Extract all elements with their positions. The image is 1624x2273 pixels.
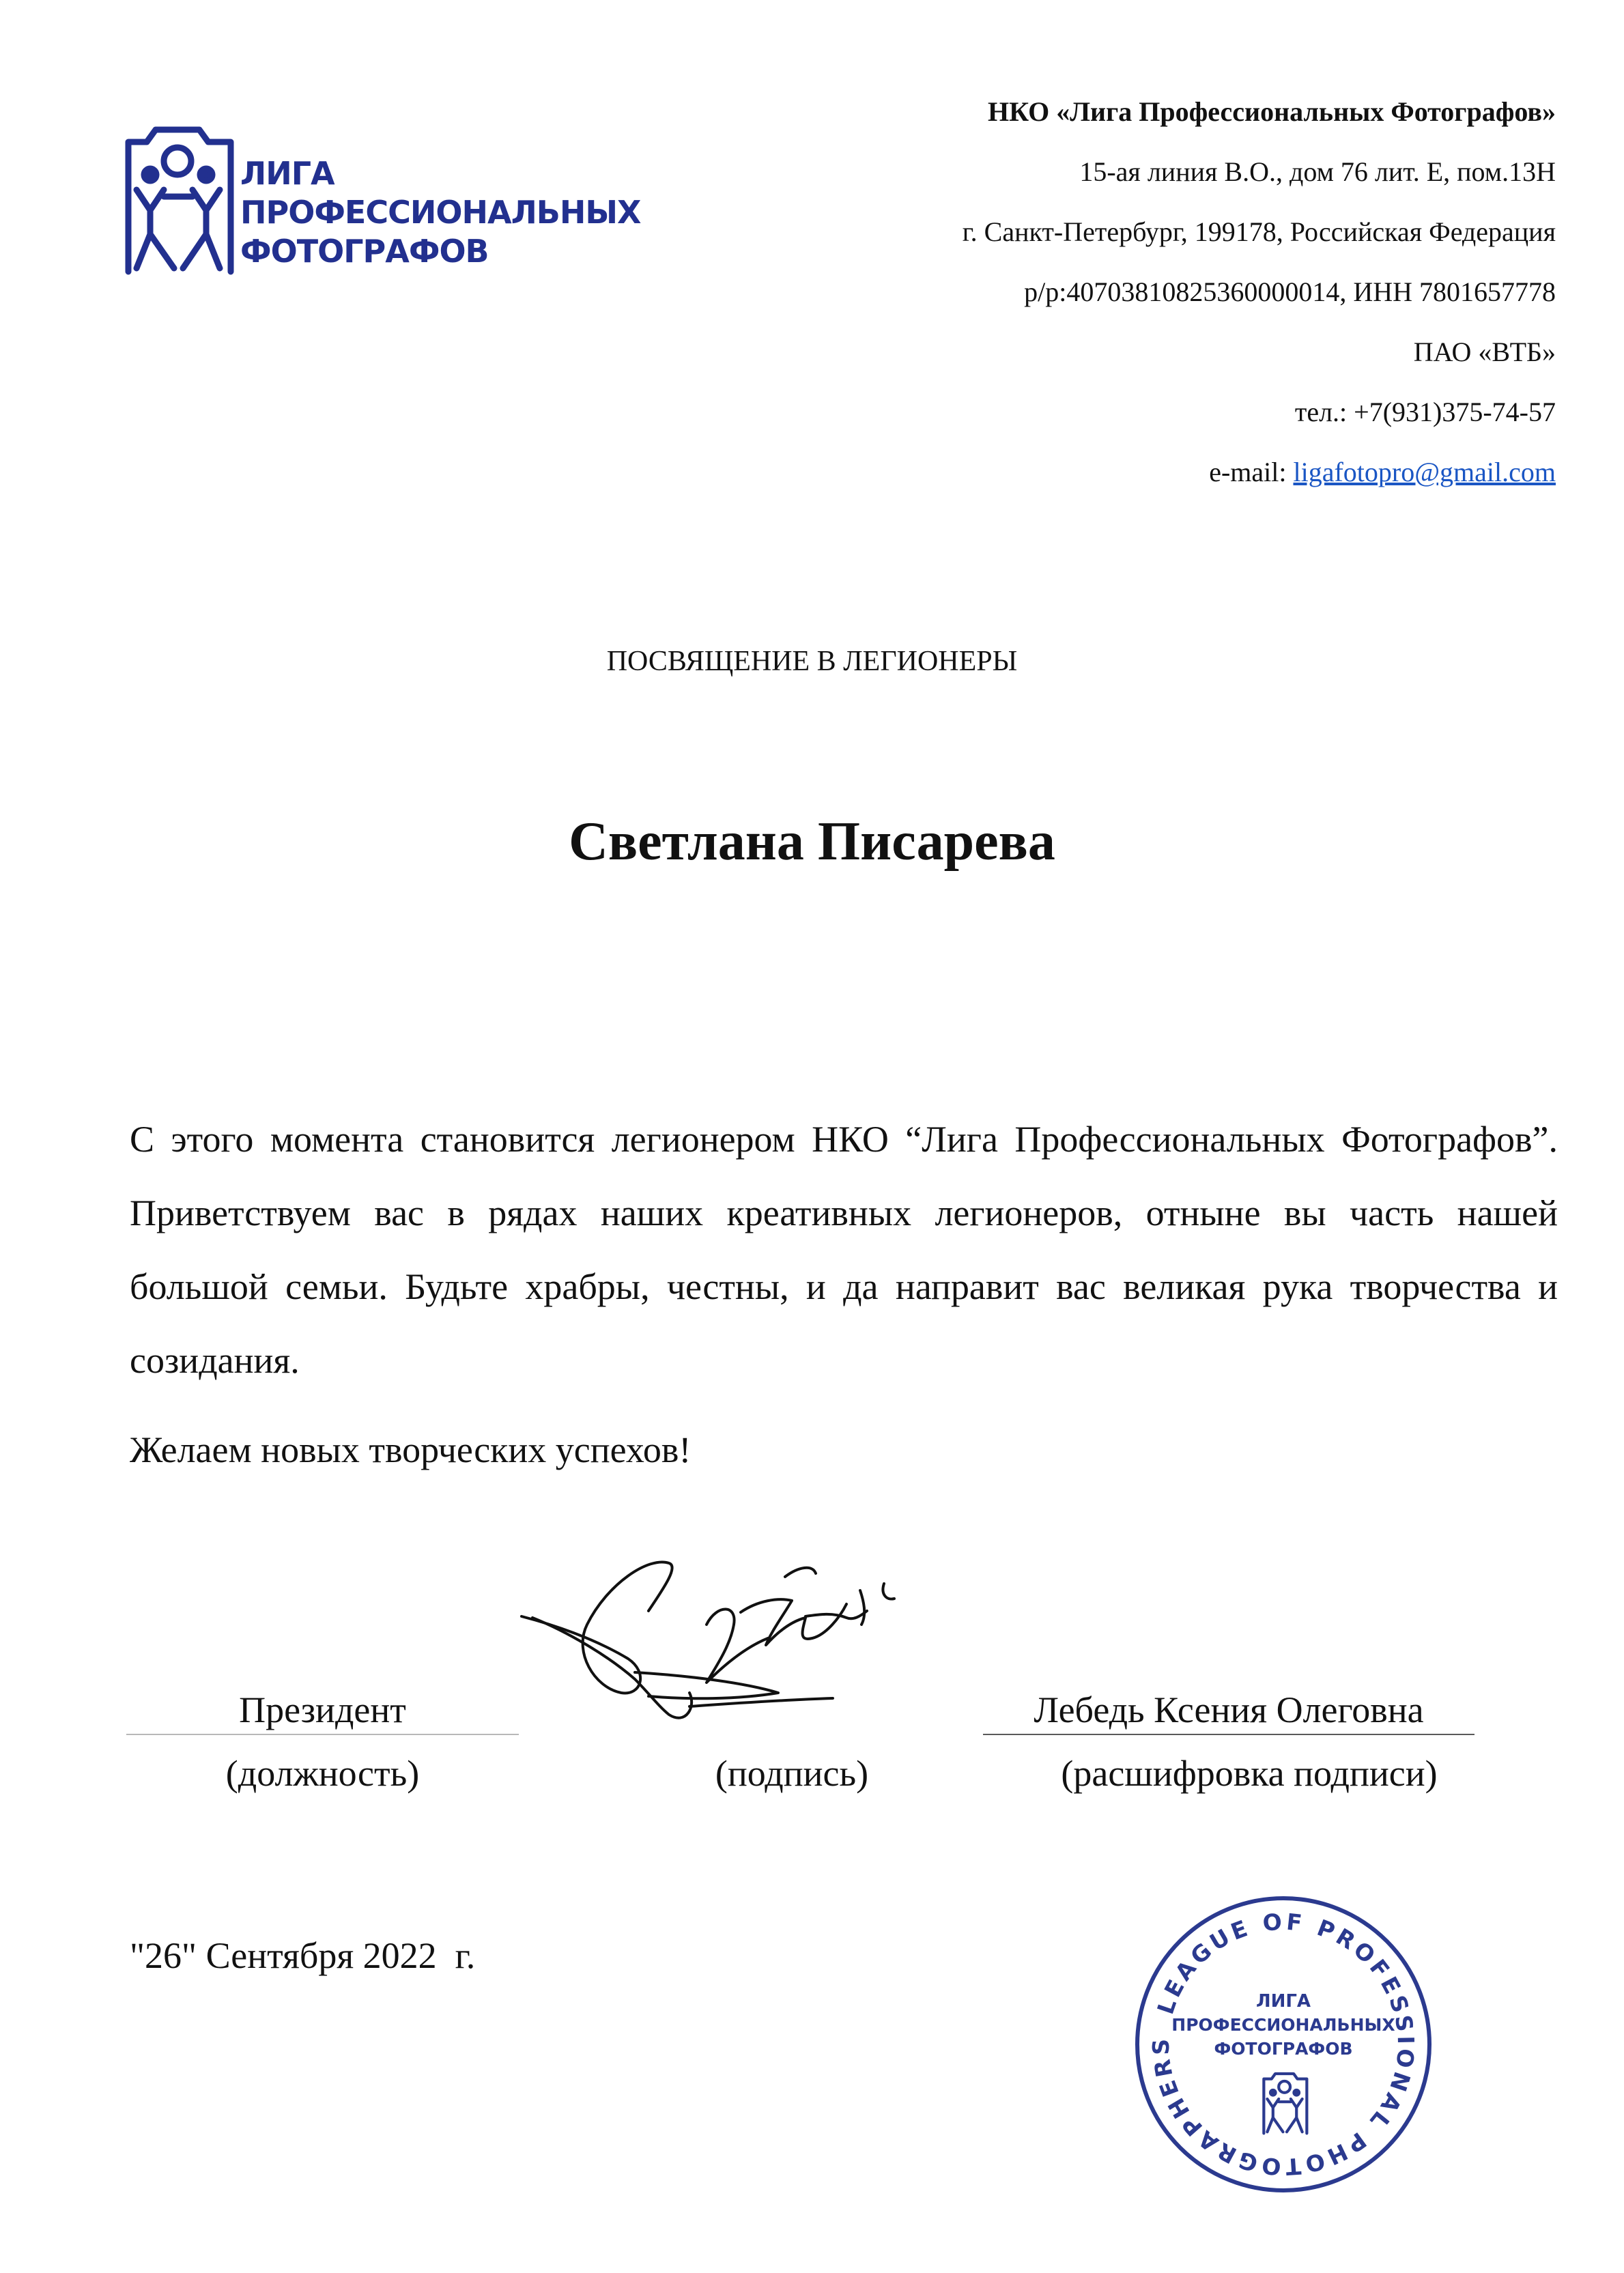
email-label: e-mail:: [1209, 457, 1287, 487]
stamp-line-2: ПРОФЕССИОНАЛЬНЫХ: [1171, 2015, 1395, 2035]
organization-bank: ПАО «ВТБ»: [1413, 337, 1556, 367]
stamp-logo-icon: [1264, 2074, 1307, 2133]
signature-caption: (подпись): [715, 1753, 869, 1794]
handwritten-signature: [512, 1536, 949, 1754]
document-heading: ПОСВЯЩЕНИЕ В ЛЕГИОНЕРЫ: [606, 646, 1018, 677]
organization-address-line-1: 15-ая линия В.О., дом 76 лит. Е, пом.13Н: [1079, 156, 1556, 187]
organization-name: НКО «Лига Профессиональных Фотографов»: [988, 96, 1556, 127]
stamp-line-1: ЛИГА: [1255, 1991, 1311, 2012]
document-body: С этого момента становится легионером НКО “Лига Профессиональных Фотографов”. Приветствуем вас в рядах наших креативных легионеров, отныне вы часть нашей большой семьи. Будьте храбры, честны, и да направит вас великая рука творчества и созидания.: [130, 1119, 1558, 1381]
signer-name-caption: (расшифровка подписи): [1061, 1753, 1438, 1794]
league-logo-icon: [123, 121, 239, 278]
organization-stamp: [1133, 1894, 1434, 2195]
logo-line-1: ЛИГА: [240, 155, 334, 192]
email-link[interactable]: ligafotopro@gmail.com: [1293, 457, 1556, 487]
logo-line-3: ФОТОГРАФОВ: [240, 233, 489, 270]
stamp-ring-label: LEAGUE OF PROFESSIONAL PHOTOGRAPHERS: [1147, 1908, 1420, 2181]
stamp-line-3: ФОТОГРАФОВ: [1214, 2039, 1353, 2059]
document-date: "26" Сентября 2022 г.: [130, 1935, 476, 1976]
logo-wordmark: [240, 154, 640, 271]
organization-address-line-2: г. Санкт-Петербург, 199178, Российская Федерация: [962, 216, 1556, 247]
organization-account: р/р:40703810825360000014, ИНН 7801657778: [1024, 276, 1556, 307]
organization-details: [963, 82, 1556, 502]
document-wish: Желаем новых творческих успехов!: [130, 1429, 692, 1470]
organization-phone: тел.: +7(931)375-74-57: [1294, 397, 1556, 427]
position-caption: (должность): [225, 1753, 420, 1794]
logo-line-2: ПРОФЕССИОНАЛЬНЫХ: [240, 194, 641, 231]
organization-email-row: [963, 442, 1556, 502]
position-value: Президент: [126, 1686, 519, 1735]
signer-name-value: Лебедь Ксения Олеговна: [983, 1686, 1475, 1735]
person-name: Светлана Писарева: [569, 812, 1055, 872]
